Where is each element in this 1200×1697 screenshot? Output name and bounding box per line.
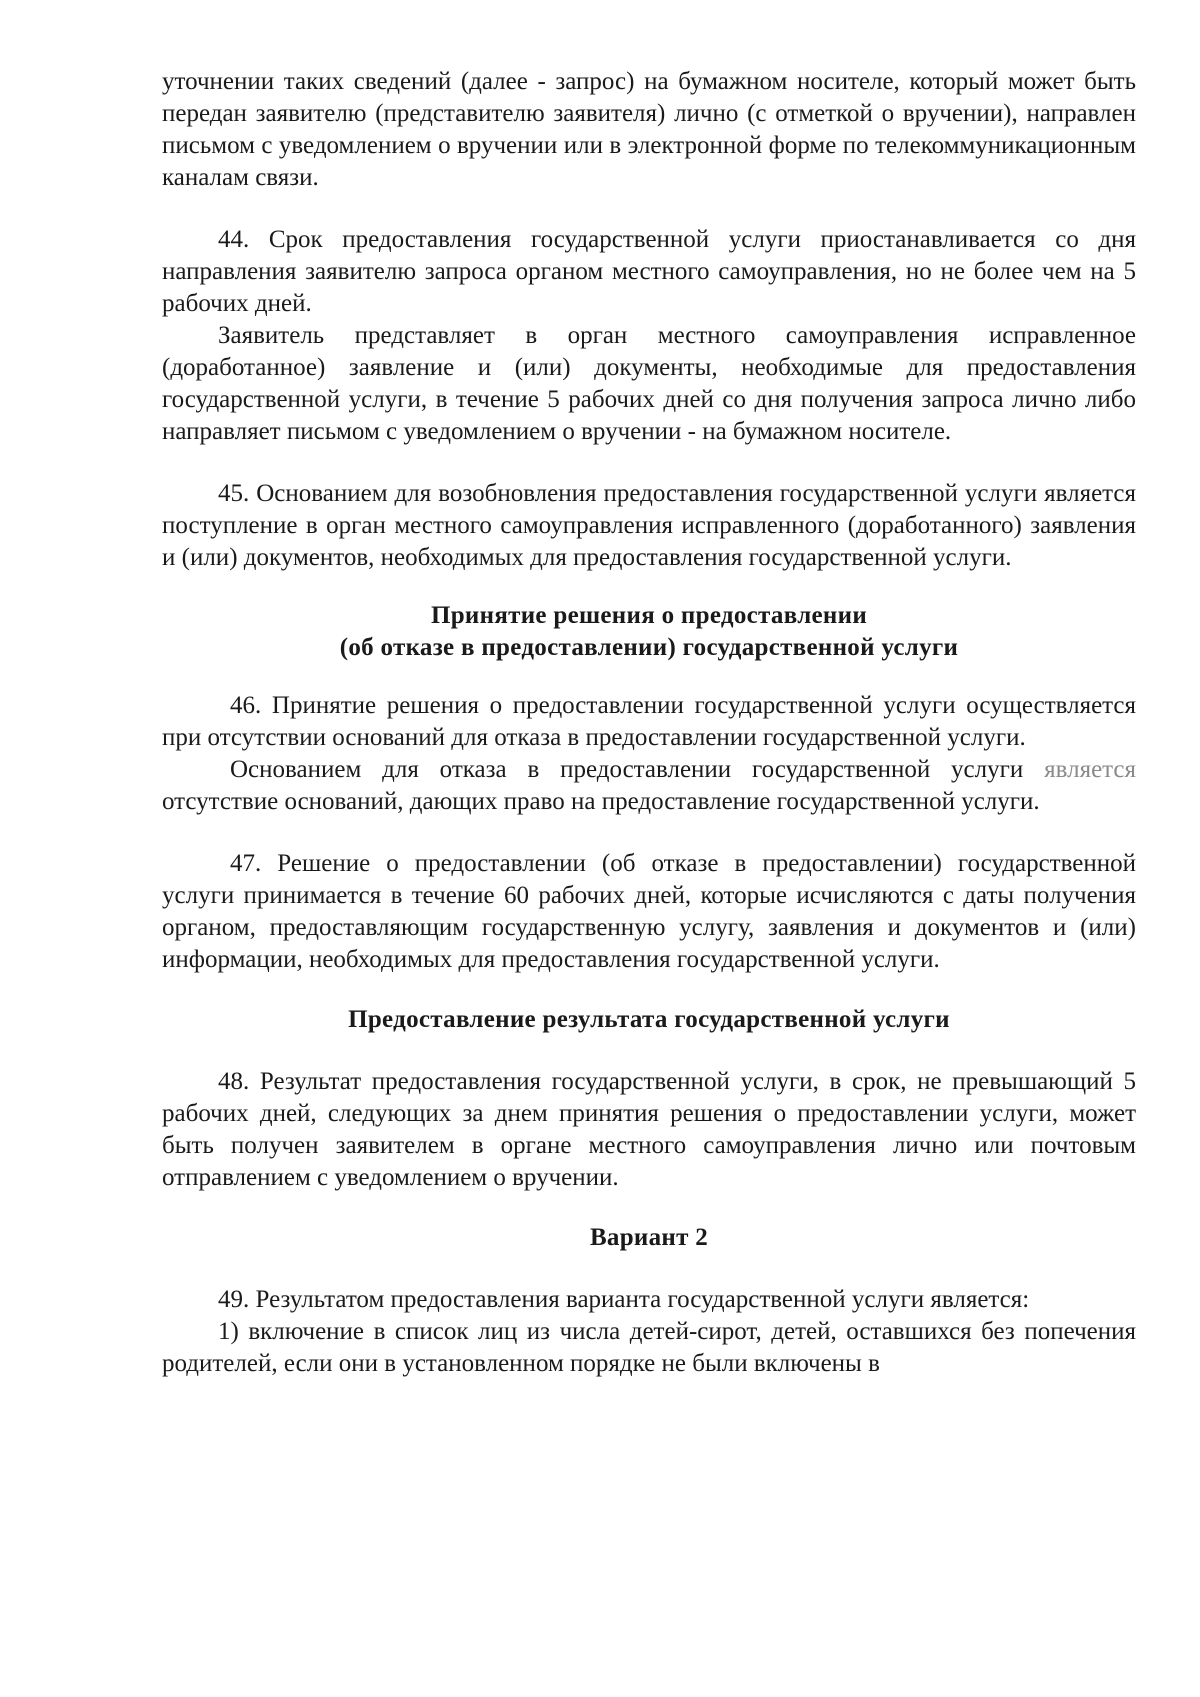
section-heading-variant-2: Вариант 2 xyxy=(589,1224,709,1251)
paragraph-46-continued xyxy=(162,754,1136,818)
paragraph-49: 49. Результатом предоставления варианта государственной услуги является: xyxy=(218,1286,1030,1313)
paragraph-48: 48. Результат предоставления государственной услуги, в срок, не превышающий 5 рабочих дней, следующих за днем принятия решения о предоставлении услуги, может быть получен заявителем в органе местного самоуправления лично или почтовым отправлением с уведомлением о вручении. xyxy=(162,1068,1136,1191)
paragraph-46-continued-start: Основанием для отказа в предоставлении государственной услуги xyxy=(230,756,1045,783)
paragraph-49-item-1: 1) включение в список лиц из числа детей-сирот, детей, оставшихся без попечения родителей, если они в установленном порядке не были включены в xyxy=(162,1318,1136,1377)
paragraph-46: 46. Принятие решения о предоставлении государственной услуги осуществляется при отсутствии оснований для отказа в предоставлении государственной услуги. xyxy=(162,692,1136,751)
section-heading-line-1: Принятие решения о предоставлении xyxy=(430,602,868,629)
section-heading-result: Предоставление результата государственной услуги xyxy=(348,1006,950,1033)
paragraph-46-faded-word: является xyxy=(1044,756,1136,783)
paragraph-44: 44. Срок предоставления государственной услуги приостанавливается со дня направления заявителю запроса органом местного самоуправления, но не более чем на 5 рабочих дней. xyxy=(162,226,1136,317)
paragraph-46-continued-end: отсутствие оснований, дающих право на предоставление государственной услуги. xyxy=(162,788,1040,815)
paragraph-47: 47. Решение о предоставлении (об отказе в предоставлении) государственной услуги принимается в течение 60 рабочих дней, которые исчисляются с даты получения органом, предоставляющим государственную услугу, заявления и документов и (или) информации, необходимых для предоставления государственной услуги. xyxy=(162,850,1136,973)
paragraph-intro: уточнении таких сведений (далее - запрос) на бумажном носителе, который может быть передан заявителю (представителю заявителя) лично (с отметкой о вручении), направлен письмом с уведомлением о вручении или в электронной форме по телекоммуникационным каналам связи. xyxy=(162,68,1136,191)
document-body xyxy=(162,66,1136,1380)
paragraph-45: 45. Основанием для возобновления предоставления государственной услуги является поступление в орган местного самоуправления исправленного (доработанного) заявления и (или) документов, необходимых для предоставления государственной услуги. xyxy=(162,480,1136,571)
section-heading-line-2: (об отказе в предоставлении) государственной услуги xyxy=(339,634,959,661)
section-heading-decision xyxy=(162,600,1136,664)
paragraph-44-continued: Заявитель представляет в орган местного самоуправления исправленное (доработанное) заявление и (или) документы, необходимые для предоставления государственной услуги, в течение 5 рабочих дней со дня получения запроса лично либо направляет письмом с уведомлением о вручении - на бумажном носителе. xyxy=(162,322,1136,445)
